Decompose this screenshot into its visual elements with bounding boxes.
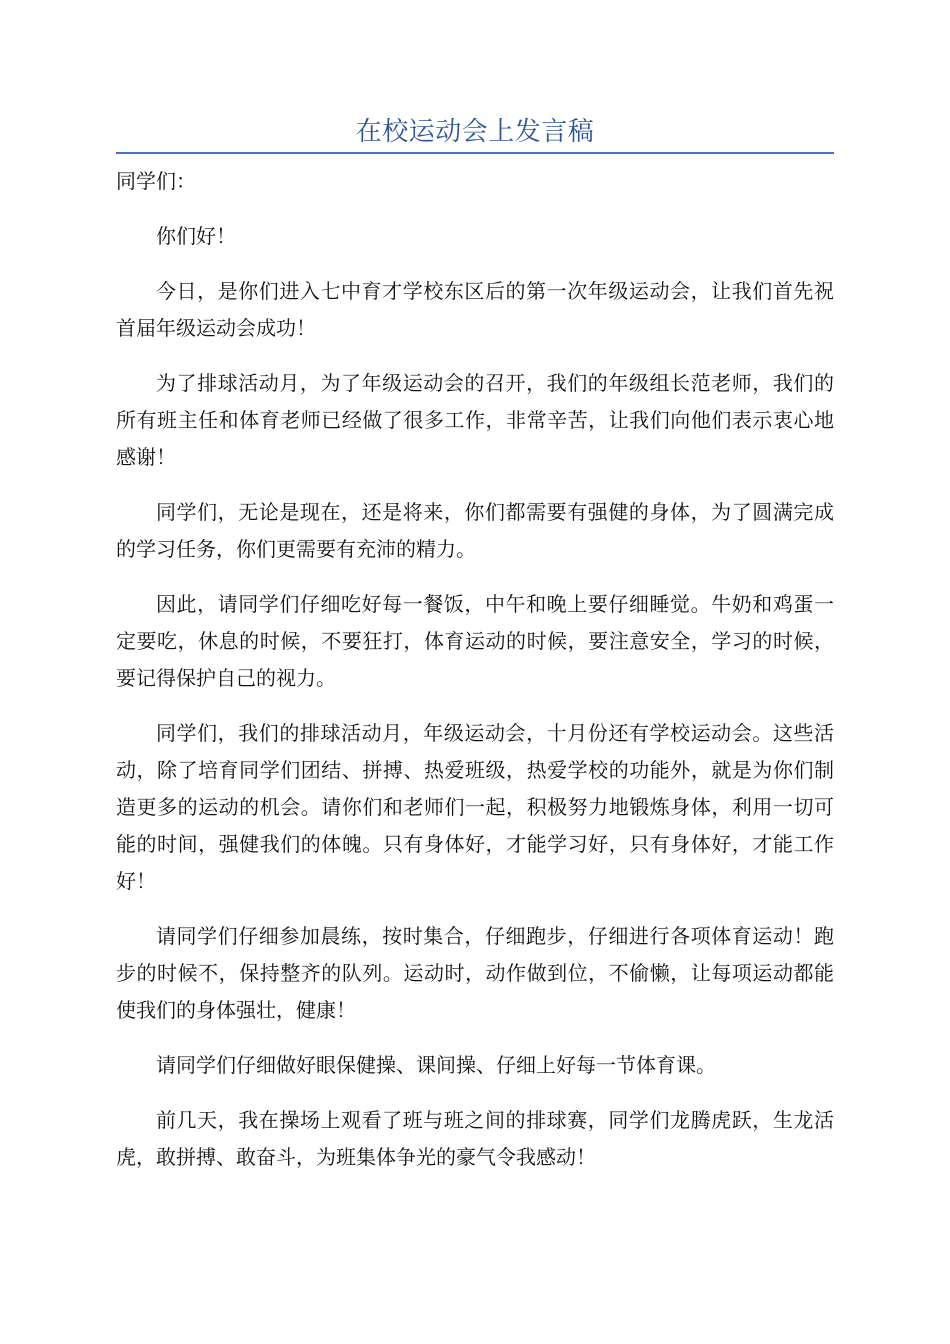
- paragraph: 今日，是你们进入七中育才学校东区后的第一次年级运动会，让我们首先祝首届年级运动会成功！: [116, 279, 834, 340]
- document-title: 在校运动会上发言稿: [355, 117, 595, 147]
- paragraph: 因此，请同学们仔细吃好每一餐饭，中午和晚上要仔细睡觉。牛奶和鸡蛋一定要吃，休息的时候，不要狂打，体育运动的时候，要注意安全，学习的时候，要记得保护自己的视力。: [116, 592, 834, 690]
- document-page: [116, 0, 834, 1176]
- greeting: 同学们：: [116, 169, 196, 193]
- paragraph: 前几天，我在操场上观看了班与班之间的排球赛，同学们龙腾虎跃，生龙活虎，敢拼搏、敢奋斗，为班集体争光的豪气令我感动！: [116, 1108, 834, 1169]
- paragraph: 请同学们仔细参加晨练，按时集合，仔细跑步，仔细进行各项体育运动！跑步的时候不，保持整齐的队列。运动时，动作做到位，不偷懒，让每项运动都能使我们的身体强壮，健康！: [116, 924, 834, 1022]
- paragraph: 为了排球活动月，为了年级运动会的召开，我们的年级组长范老师，我们的所有班主任和体育老师已经做了很多工作，非常辛苦，让我们向他们表示衷心地感谢！: [116, 371, 834, 469]
- paragraph: 你们好！: [156, 224, 236, 248]
- title-underline: [116, 152, 834, 154]
- paragraph: 请同学们仔细做好眼保健操、课间操、仔细上好每一节体育课。: [156, 1053, 716, 1077]
- paragraph: 同学们，无论是现在，还是将来，你们都需要有强健的身体，为了圆满完成的学习任务，你们更需要有充沛的精力。: [116, 500, 834, 561]
- paragraph: 同学们，我们的排球活动月，年级运动会，十月份还有学校运动会。这些活动，除了培育同学们团结、拼搏、热爱班级，热爱学校的功能外，就是为你们制造更多的运动的机会。请你们和老师们一起，积极努力地锻炼身体，利用一切可能的时间，强健我们的体魄。只有身体好，才能学习好，只有身体好，才能工作好！: [116, 721, 834, 893]
- document-body: [116, 163, 834, 1176]
